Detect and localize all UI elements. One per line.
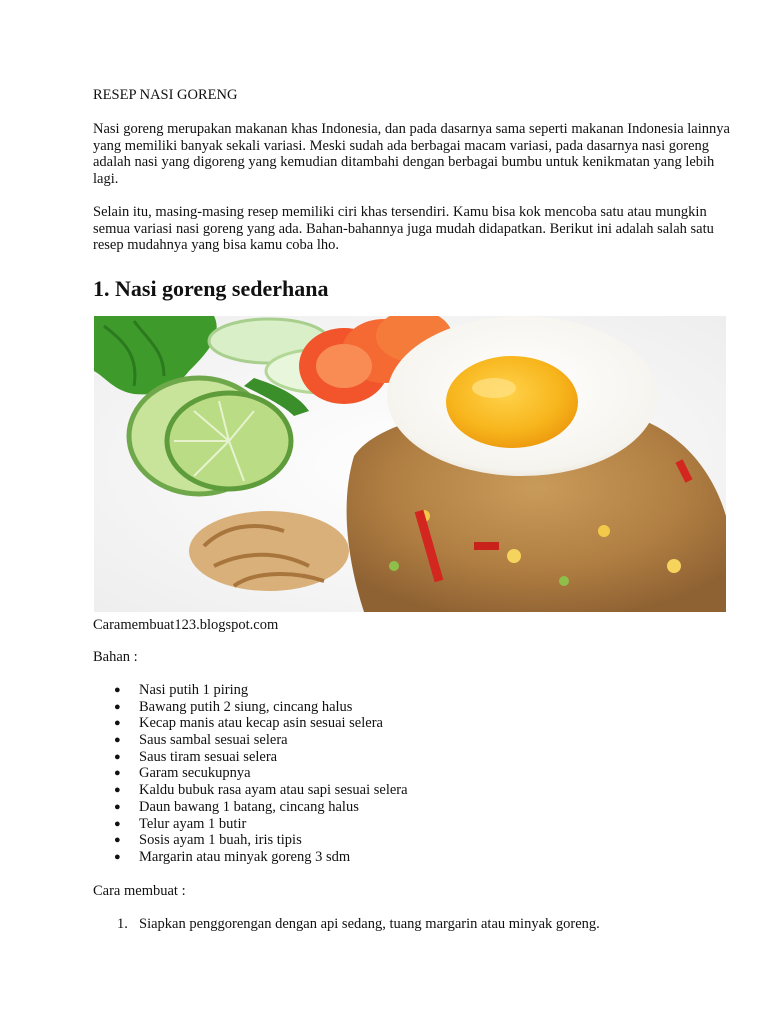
image-caption: Caramembuat123.blogspot.com bbox=[93, 616, 279, 633]
intro-paragraph-1: Nasi goreng merupakan makanan khas Indonesia, dan pada dasarnya sama seperti makanan Indonesia lainnya yang memiliki banyak sekali variasi. Meski sudah ada berbagai macam variasi, pada dasarnya nasi goreng adalah nasi yang digoreng yang kemudian ditambahi dengan berbagai bumbu untuk kenikmatan yang lebih lagi. bbox=[93, 121, 730, 188]
list-item: ● Nasi putih 1 piring bbox=[114, 681, 249, 698]
list-item bbox=[93, 916, 733, 933]
list-item: ● Saus sambal sesuai selera bbox=[114, 732, 288, 749]
list-item: ● Bawang putih 2 siung, cincang halus bbox=[114, 698, 353, 715]
bullet-icon: ● bbox=[114, 734, 121, 747]
ingredients-label: Bahan : bbox=[93, 648, 138, 665]
step-number: 1. bbox=[117, 915, 128, 932]
bullet-icon: ● bbox=[114, 683, 121, 696]
bullet-icon: ● bbox=[114, 834, 121, 847]
ingredients-list bbox=[93, 682, 733, 866]
bullet-icon: ● bbox=[114, 800, 121, 813]
list-item: ● Kaldu bubuk rasa ayam atau sapi sesuai selera bbox=[114, 782, 408, 799]
bullet-icon: ● bbox=[114, 717, 121, 730]
bullet-icon: ● bbox=[114, 850, 121, 863]
section-heading: 1. Nasi goreng sederhana bbox=[93, 275, 329, 301]
bullet-icon: ● bbox=[114, 750, 121, 763]
list-item: ● Kecap manis atau kecap asin sesuai selera bbox=[114, 715, 383, 732]
bullet-icon: ● bbox=[114, 700, 121, 713]
list-item: ● Telur ayam 1 butir bbox=[114, 815, 247, 832]
intro-paragraph-2: Selain itu, masing-masing resep memiliki ciri khas tersendiri. Kamu bisa kok mencoba satu atau mungkin semua variasi nasi goreng yang ada. Bahan-bahannya juga mudah didapatkan. Berikut ini adalah salah satu resep mudahnya yang bisa kamu coba lho. bbox=[93, 203, 714, 254]
list-item: ● Sosis ayam 1 buah, iris tipis bbox=[114, 832, 302, 849]
list-item: ● Saus tiram sesuai selera bbox=[114, 748, 278, 765]
document-title: RESEP NASI GORENG bbox=[93, 87, 238, 103]
nasi-goreng-photo bbox=[94, 316, 726, 612]
bullet-icon: ● bbox=[114, 784, 121, 797]
document-page bbox=[93, 86, 733, 932]
step-text: Siapkan penggorengan dengan api sedang, tuang margarin atau minyak goreng. bbox=[139, 915, 600, 932]
steps-label: Cara membuat : bbox=[93, 882, 186, 899]
steps-list bbox=[93, 916, 733, 933]
list-item: ● Margarin atau minyak goreng 3 sdm bbox=[114, 848, 351, 865]
list-item: ● Daun bawang 1 batang, cincang halus bbox=[114, 798, 359, 815]
list-item: ● Garam secukupnya bbox=[114, 765, 251, 782]
bullet-icon: ● bbox=[114, 767, 121, 780]
bullet-icon: ● bbox=[114, 817, 121, 830]
